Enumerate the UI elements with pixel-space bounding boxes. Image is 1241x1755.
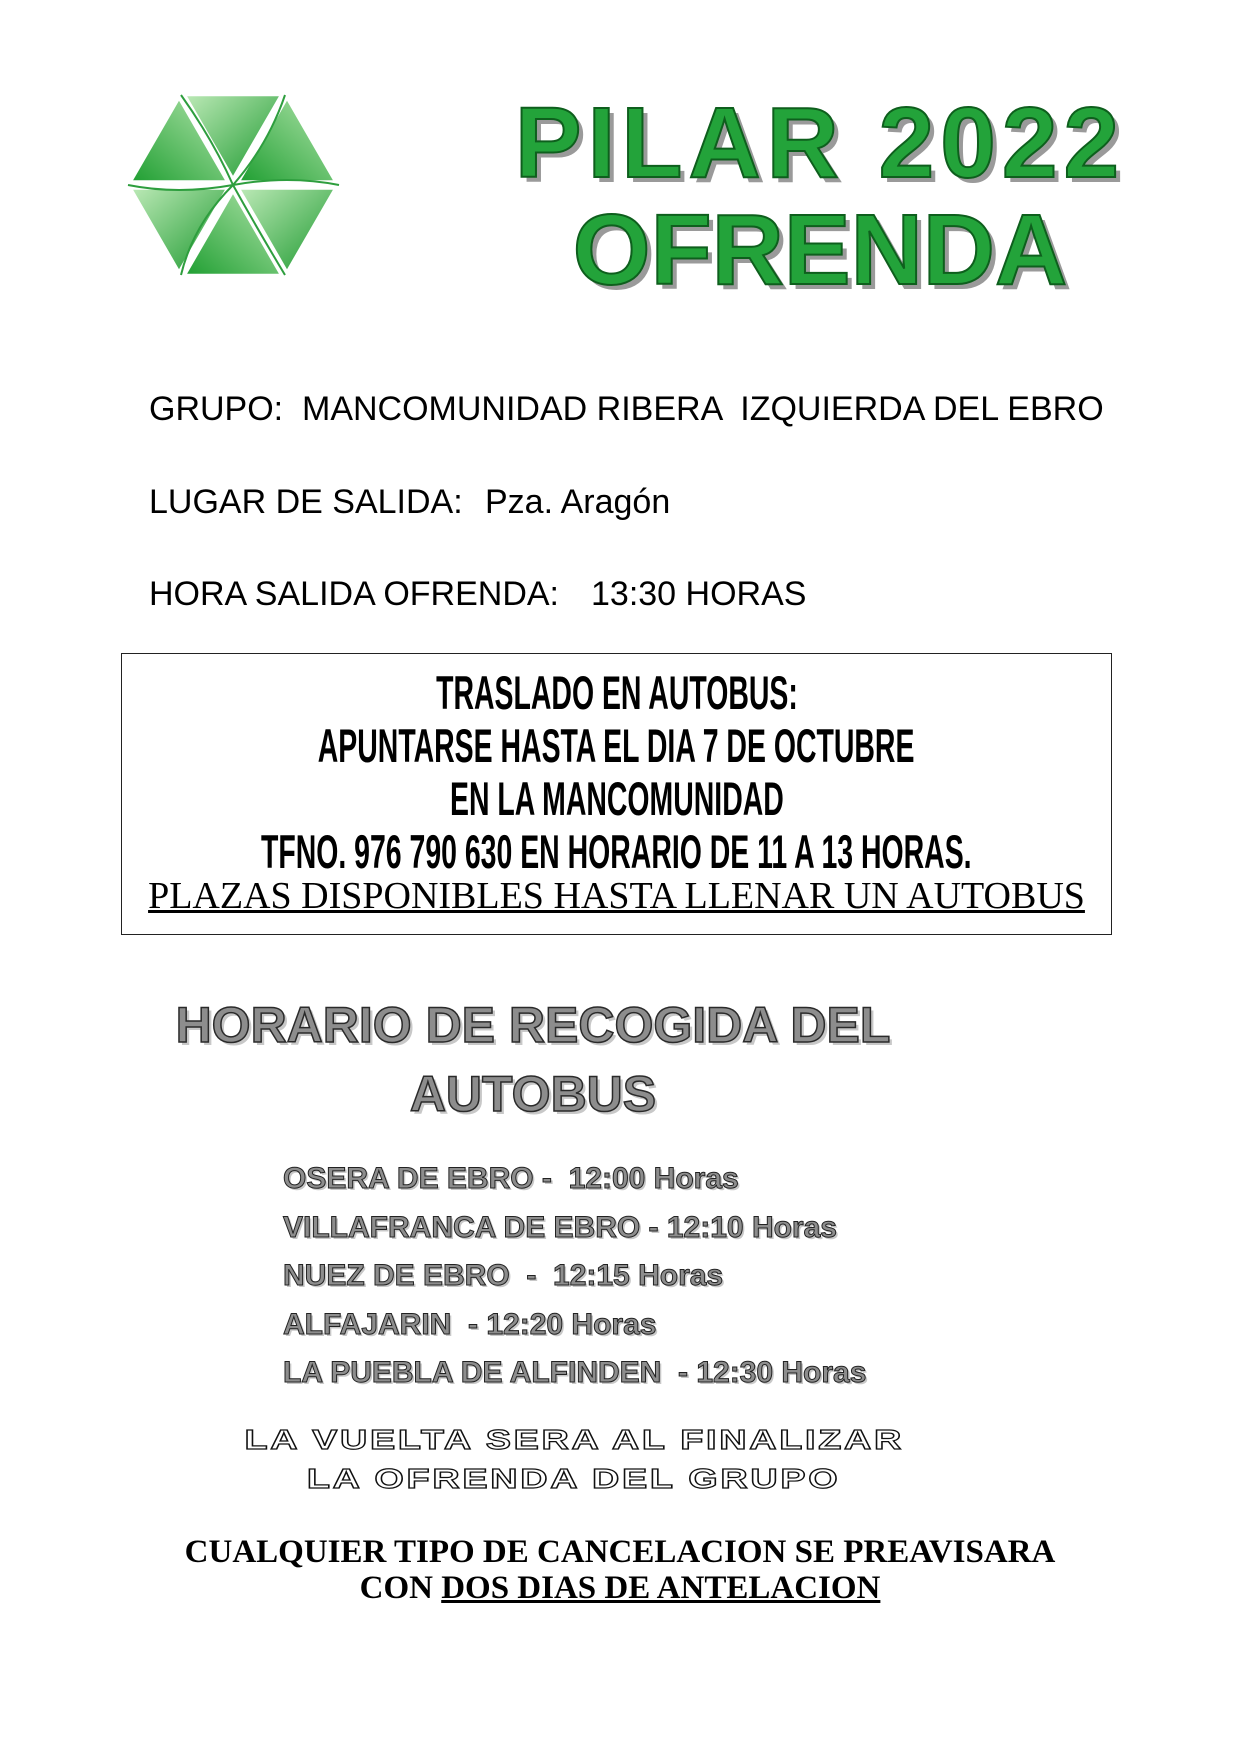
list-item: OSERA DE EBRO - 12:00 Horas [283,1162,739,1195]
departure-place-row [149,482,1149,522]
departure-time-row [149,574,1149,614]
list-item: VILLAFRANCA DE EBRO - 12:10 Horas [283,1210,837,1244]
return-info-text: LA OFRENDA DEL GRUPO [307,1463,841,1494]
bus-box-line [122,772,1111,825]
return-info-line1 [124,1420,1024,1459]
pickup-stops-list [283,1155,1183,1398]
departure-time-value: 13:30 HORAS [591,575,807,613]
cancellation-line1: CUALQUIER TIPO DE CANCELACION SE PREAVISARA [184,1534,1056,1570]
bus-box-line [122,666,1111,719]
page-title-line1: PILAR 2022 [514,87,1126,199]
cancellation-line2 [120,1570,1120,1606]
departure-place-label: LUGAR DE SALIDA: [149,483,463,521]
grupo-label: GRUPO: [149,390,284,428]
cancellation-prefix: CON [359,1570,442,1606]
pickup-heading-line1: HORARIO DE RECOGIDA DEL [175,997,891,1053]
bus-box-note: PLAZAS DISPONIBLES HASTA LLENAR UN AUTOBUS [148,874,1085,917]
departure-time-label: HORA SALIDA OFRENDA: [149,575,559,613]
return-info-text: LA VUELTA SERA AL FINALIZAR [244,1424,904,1455]
bus-transfer-box [121,653,1112,935]
bus-box-place: EN LA MANCOMUNIDAD [449,771,784,825]
bus-box-deadline: APUNTARSE HASTA EL DIA 7 DE OCTUBRE [318,718,915,772]
grupo-value: MANCOMUNIDAD RIBERA IZQUIERDA DEL EBRO [302,390,1104,428]
bus-box-phone: TFNO. 976 790 630 EN HORARIO DE 11 A 13 HORAS. [261,824,972,878]
return-info-line2 [124,1459,1024,1498]
list-item: LA PUEBLA DE ALFINDEN - 12:30 Horas [283,1356,867,1389]
hexagon-star-logo-icon [123,90,343,280]
logo-graphic [123,90,343,280]
list-item: ALFAJARIN - 12:20 Horas [283,1307,657,1341]
page-title-line2: OFRENDA [572,194,1068,306]
bus-box-line [122,825,1111,878]
list-item: NUEZ DE EBRO - 12:15 Horas [283,1259,724,1292]
pickup-heading-line2: AUTOBUS [409,1066,657,1122]
grupo-row [149,389,1149,429]
cancellation-notice-period: DOS DIAS DE ANTELACION [441,1570,881,1606]
departure-place-value: Pza. Aragón [485,483,671,521]
bus-box-heading: TRASLADO EN AUTOBUS: [435,665,798,719]
bus-box-line [122,719,1111,772]
